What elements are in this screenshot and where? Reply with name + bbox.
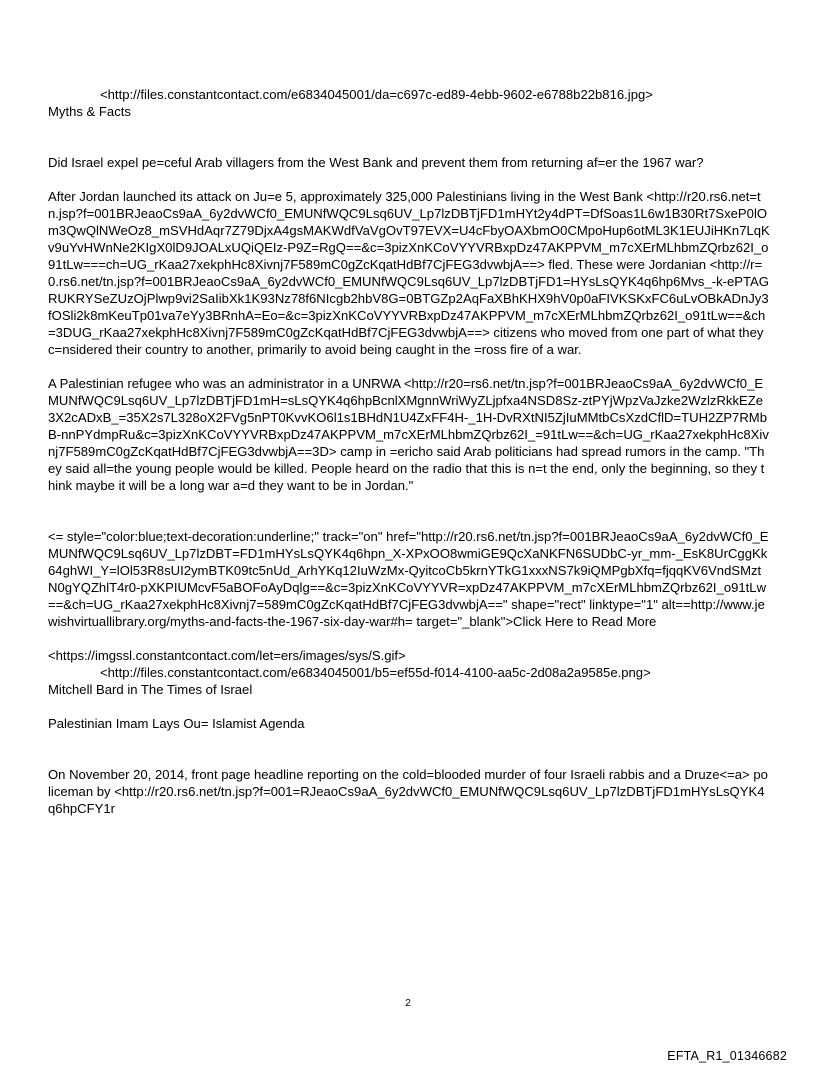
document-id-stamp: EFTA_R1_01346682 <box>667 1049 787 1063</box>
text-block-7: <http://files.constantcontact.com/e6834045001/b5=ef55d-f014-4100-aa5c-2d08a2a9585e.png> <box>100 665 651 680</box>
document-body <box>48 86 770 817</box>
text-block-0: <http://files.constantcontact.com/e6834045001/da=c697c-ed89-4ebb-9602-e6788b22b816.jpg> <box>100 87 653 102</box>
text-block-8: Mitchell Bard in The Times of Israel <box>48 682 253 697</box>
text-block-5: <= style="color:blue;text-decoration:underline;" track="on" href="http://r20.rs6.net/tn.jsp?f=001BRJeaoCs9aA_6y2dvWCf0_EMUNfWQC9Lsq6UV_Lp7lzDBT=FD1mHYsLsQYK4q6hpn_X-XPxOO8wmiGE9QcXaNKFN6SUDbC-yr_mm-_EsK8UrCggKk64ghWI_Y=lOl53R8sUI2ymBTK09tc5nUd_ArhYKq12IuWzMx-QyitcoCb5krnYTkG1xxxNS7k9iQMPgbXfq=fjqqKV6VndSMztN0gYQZhlT4r0-pXKPIUMcvF5aBOFoAyDqlg==&c=3pizXnKCoVYYVR=xpDz47AKPPVM_m7cXErMLhbmZQrbz62I_o91tLw==&ch=UG_rKaa27xekphHc8Xivnj7=589mC0gZcKqatHdBf7CjFEG3dvwbjA==" shape="rect" linktype="1" alt==http://www.jewishvirtuallibrary.org/myths-and-facts-the-1967-six-day-war#h= target="_blank">Click Here to Read More <box>48 529 769 629</box>
page-number: 2 <box>405 997 411 1009</box>
text-block-10: On November 20, 2014, front page headline reporting on the cold=blooded murder of four Israeli rabbis and a Druze<=a> policeman by <http://r20.rs6.net/tn.jsp?f=001=RJeaoCs9aA_6y2dvWCf0_EMUNfWQC9Lsq6UV_Lp7lzDBTjFD1mHYsLsQYK4q6hpCFY1r <box>48 767 768 816</box>
text-block-2: Did Israel expel pe=ceful Arab villagers from the West Bank and prevent them from returning af=er the 1967 war? <box>48 155 704 170</box>
text-block-6: <https://imgssl.constantcontact.com/let=ers/images/sys/S.gif> <box>48 648 406 663</box>
text-block-3: After Jordan launched its attack on Ju=e 5, approximately 325,000 Palestinians living in the West Bank <http://r20.rs6.net=tn.jsp?f=001BRJeaoCs9aA_6y2dvWCf0_EMUNfWQC9Lsq6UV_Lp7lzDBTjFD1mHYt2y4dPT=DfSoas1L6w1B30Rt7SxeP0lOm3QwQlNWeOz8_mSVHdAqr7Z79DjxA4gsMAKWdfVaVgOvT97EVX=U4cFbyOAXbmO0CMpoHup6otML3K1EUJiHKn7LqKv9uYvHWnNe2KIgX0lD9JOALxUQiQEIz-P9Z=RgQ==&c=3pizXnKCoVYYVRBxpDz47AKPPVM_m7cXErMLhbmZQrbz62I_o91tLw===ch=UG_rKaa27xekphHc8Xivnj7F589mC0gZcKqatHdBf7CjFEG3dvwbjA==> fled. These were Jordanian <http://r=0.rs6.net/tn.jsp?f=001BRJeaoCs9aA_6y2dvWCf0_EMUNfWQC9Lsq6UV_Lp7lzDBTjFD1=HYsLsQYK4q6hp6Mvs_-k-ePTAGRUKRYSeZUzOjPlwp9vi2SaIibXk1K93Nz78f6NIcgb2hbV8G=0BTGZp2AqFaXBhKHX9hV0p0aFIVKSKxFC6uLvOBkADnJy3fOSli2k8mKeuTp01va7eYy3BRnhA=Eo=&c=3pizXnKCoVYYVRBxpDz47AKPPVM_m7cXErMLhbmZQrbz62I_o91tLw==&ch=3DUG_rKaa27xekphHc8Xivnj7F589mC0gZcKqatHdBf7CjFEG3dvwbjA==> citizens who moved from one part of what they c=nsidered their country to another, primarily to avoid being caught in the =ross fire of a war. <box>48 189 770 357</box>
text-block-1: Myths & Facts <box>48 104 131 119</box>
text-block-9: Palestinian Imam Lays Ou= Islamist Agenda <box>48 716 305 731</box>
text-block-4: A Palestinian refugee who was an administrator in a UNRWA <http://r20=rs6.net/tn.jsp?f=001BRJeaoCs9aA_6y2dvWCf0_EMUNfWQC9Lsq6UV_Lp7lzDBTjFD1mH=sLsQYK4q6hpBcnlXMgnnWriWyZLjpfxa4NSD8Sz-ztPYjWpzVaJzke2WzlzRkkEZe3X2cADxB_=35X2s7L328oX2FVg5nPT0KvvKO6l1s1BHdN1U4ZxFF4H-_1H-DvRXtNI5ZjIuMMtbCsXzdCflD=TUH2ZP7RMbB-nnPYdmpRu&c=3pizXnKCoVYYVRBxpDz47AKPPVM_m7cXErMLhbmZQrbz62I_=91tLw==&ch=UG_rKaa27xekphHc8Xivnj7F589mC0gZcKqatHdBf7CjFEG3dvwbjA==3D> camp in =ericho said Arab politicians had spread rumors in the camp. "They said all=the young people would be killed. People heard on the radio that this is n=t the end, only the beginning, so they think maybe it will be a long war a=d they want to be in Jordan." <box>48 376 769 493</box>
